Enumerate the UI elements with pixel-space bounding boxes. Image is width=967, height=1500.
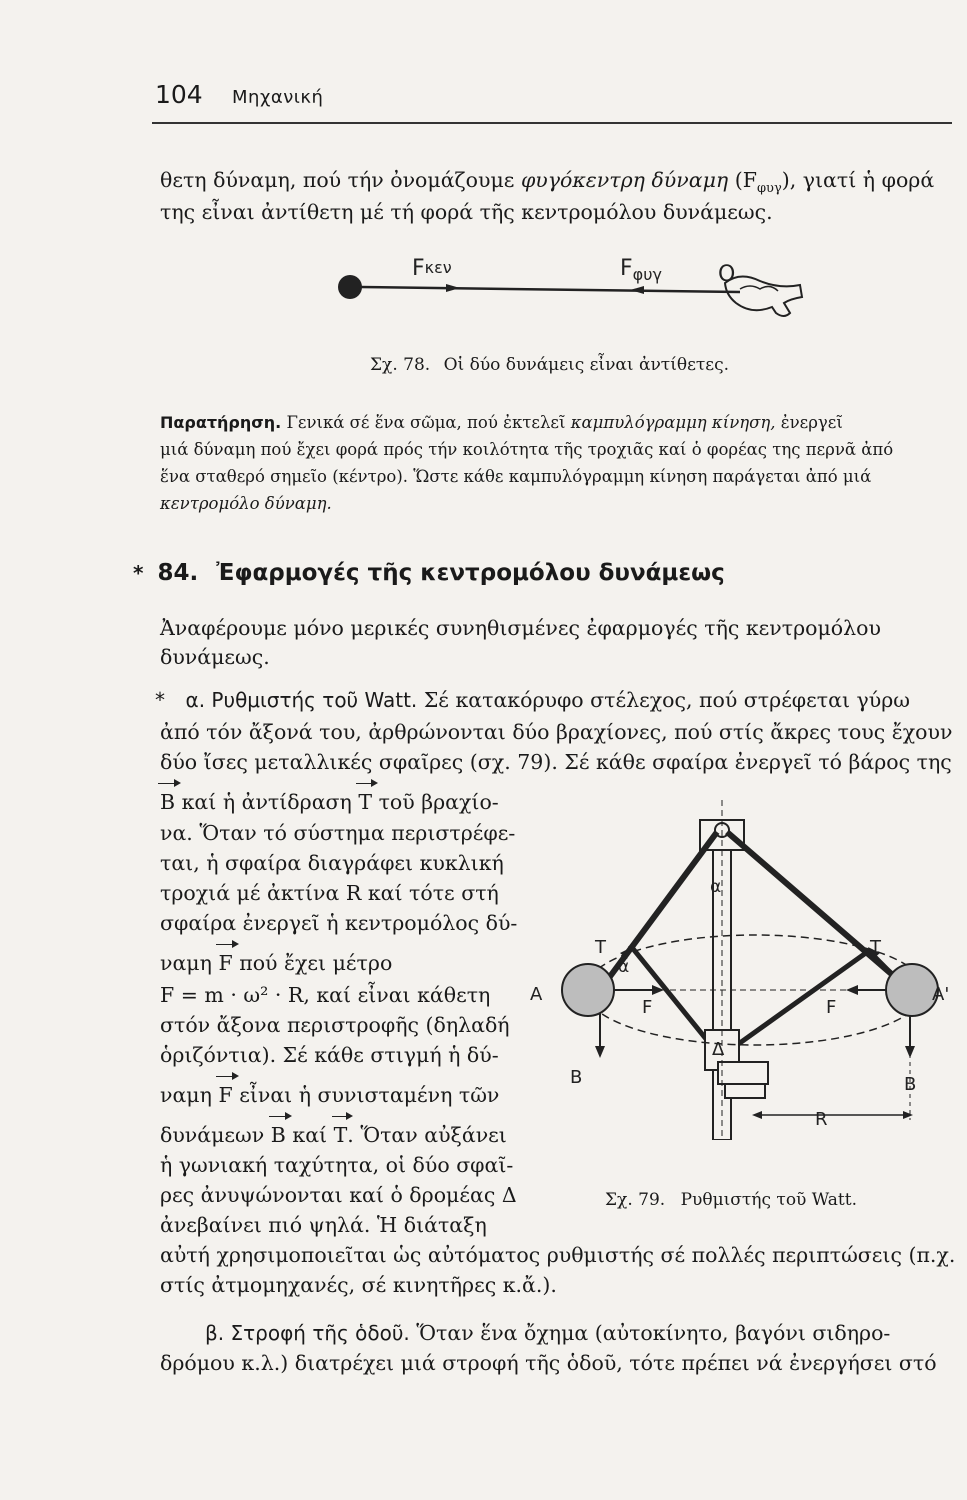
road-line-2: δρόμου κ.λ.) διατρέχει μιά στροφή τῆς ὁδοῦ, τότε πρέπει νά ἐνεργήσει στό: [160, 1351, 937, 1375]
arrow-fken: [446, 284, 460, 292]
watt-line-9: ναμη F πού ἔχει μέτρο: [160, 951, 393, 975]
watt-line-18: αὐτή χρησιμοποιεῖται ὡς αὐτόματος ρυθμιστής σέ πολλές περιπτώσεις (π.χ.: [160, 1243, 956, 1267]
watt-line-19: στίς ἀτμομηχανές, σέ κινητῆρες κ.ἄ.).: [160, 1273, 557, 1297]
watt-line-11: στόν ἄξονα περιστροφῆς (δηλαδή: [160, 1013, 510, 1037]
watt-line-17: ἀνεβαίνει πιό ψηλά. Ἡ διάταξη: [160, 1213, 487, 1237]
label-t-right: T: [870, 937, 881, 958]
watt-line-14: δυνάμεων B καί T. Ὅταν αὐξάνει: [160, 1123, 507, 1147]
watt-heading: α. Ρυθμιστής τοῦ Watt.: [185, 688, 418, 712]
figure-79: [530, 800, 950, 1140]
label-b-left: B: [570, 1067, 583, 1088]
right-link: [730, 950, 870, 1050]
arrow-ffug: [630, 286, 644, 294]
page-number: 104: [155, 80, 203, 109]
watt-line-13: ναμη F εἶναι ἡ συνισταμένη τῶν: [160, 1083, 500, 1107]
figure-78-caption: Σχ. 78. Οἱ δύο δυνάμεις εἶναι ἀντίθετες.: [370, 355, 730, 375]
label-alpha-top: α: [710, 877, 722, 897]
label-alpha-mid: α: [618, 957, 630, 977]
watt-line-10: F = m · ω² · R, καί εἶναι κάθετη: [160, 983, 491, 1007]
hand-icon: [725, 276, 802, 316]
watt-line-8: σφαίρα ἐνεργεῖ ἡ κεντρομόλος δύ-: [160, 911, 518, 935]
label-f-right: F: [826, 997, 837, 1018]
intro-line-1: θετη δύναμη, πού τήν ὀνομάζουμε φυγόκεντρη δύναμη $(F_{\varphi\upsilon\gamma})$, γιατί ἡ φορά: [160, 168, 935, 197]
road-heading: β. Στροφή τῆς ὁδοῦ.: [205, 1321, 410, 1345]
watt-line-4: B καί ἡ ἀντίδραση T τοῦ βραχίο-: [160, 790, 499, 814]
remark-line-1: Παρατήρηση. Γενικά σέ ἕνα σῶμα, πού ἐκτελεῖ καμπυλόγραμμη κίνηση, ἐνεργεῖ: [160, 413, 843, 432]
watt-line-15: ἡ γωνιακή ταχύτητα, οἱ δύο σφαῖ-: [160, 1153, 514, 1177]
watt-line-5: να. Ὅταν τό σύστημα περιστρέφε-: [160, 821, 516, 845]
watt-line-7: τροχιά μέ ἀκτίνα R καί τότε στή: [160, 881, 499, 905]
label-o: O: [718, 262, 736, 287]
watt-line-6: ται, ἡ σφαίρα διαγράφει κυκλική: [160, 851, 504, 875]
label-f-left: F: [642, 997, 653, 1018]
section-heading: * 84. Ἐφαρμογές τῆς κεντρομόλου δυνάμεως: [133, 560, 725, 586]
term-centrifugal: φυγόκεντρη δύναμη: [520, 168, 729, 192]
label-b-right: B: [904, 1074, 917, 1095]
sphere-left: [562, 964, 614, 1016]
watt-line-1: * α. Ρυθμιστής τοῦ Watt. Σέ κατακόρυφο στέλεχος, πού στρέφεται γύρω: [155, 688, 911, 712]
remark-line-2: μιά δύναμη πού ἔχει φορά πρός τήν κοιλότητα τῆς τροχιᾶς καί ὁ φορέας της περνᾶ ἀπό: [160, 440, 894, 459]
label-a-left: A: [530, 984, 543, 1005]
running-title: Μηχανική: [232, 87, 324, 108]
header-rule: [152, 122, 952, 124]
road-line-1: β. Στροφή τῆς ὁδοῦ. Ὅταν ἕνα ὄχημα (αὐτοκίνητο, βαγόνι σιδηρο-: [205, 1321, 891, 1345]
section-line-1: Ἀναφέρουμε μόνο μερικές συνηθισμένες ἐφαρμογές τῆς κεντρομόλου: [160, 616, 881, 640]
figure-78: [320, 245, 820, 345]
label-a-right: A': [932, 984, 950, 1005]
label-delta: Δ: [712, 1039, 725, 1060]
string-line: [360, 287, 740, 292]
remark-line-4: κεντρομόλο δύναμη.: [160, 494, 332, 513]
label-ffug: $F_{\varphi\upsilon\gamma}$: [620, 256, 662, 284]
watt-line-16: ρες ἀνυψώνονται καί ὁ δρομέας Δ: [160, 1183, 517, 1207]
watt-line-2: ἀπό τόν ἄξονά του, ἀρθρώνονται δύο βραχίονες, πού στίς ἄκρες τους ἔχουν: [160, 720, 953, 744]
figure-79-caption: Σχ. 79. Ρυθμιστής τοῦ Watt.: [605, 1190, 857, 1210]
label-r: R: [815, 1109, 828, 1130]
label-t-left: T: [595, 937, 606, 958]
intro-line-2: της εἶναι ἀντίθετη μέ τή φορά τῆς κεντρομόλου δυνάμεως.: [160, 200, 773, 224]
section-line-2: δυνάμεως.: [160, 645, 270, 669]
watt-line-12: ὁριζόντια). Σέ κάθε στιγμή ἡ δύ-: [160, 1043, 499, 1067]
right-arm: [727, 832, 910, 990]
remark-line-3: ἕνα σταθερό σημεῖο (κέντρο). Ὥστε κάθε καμπυλόγραμμη κίνηση παράγεται ἀπό μιά: [160, 467, 872, 486]
mass-ball: [338, 275, 362, 299]
sphere-right: [886, 964, 938, 1016]
remark-label: Παρατήρηση.: [160, 413, 282, 432]
label-fken: Fκεν: [412, 256, 452, 281]
watt-line-3: δύο ἴσες μεταλλικές σφαῖρες (σχ. 79). Σέ κάθε σφαίρα ἐνεργεῖ τό βάρος της: [160, 750, 952, 774]
